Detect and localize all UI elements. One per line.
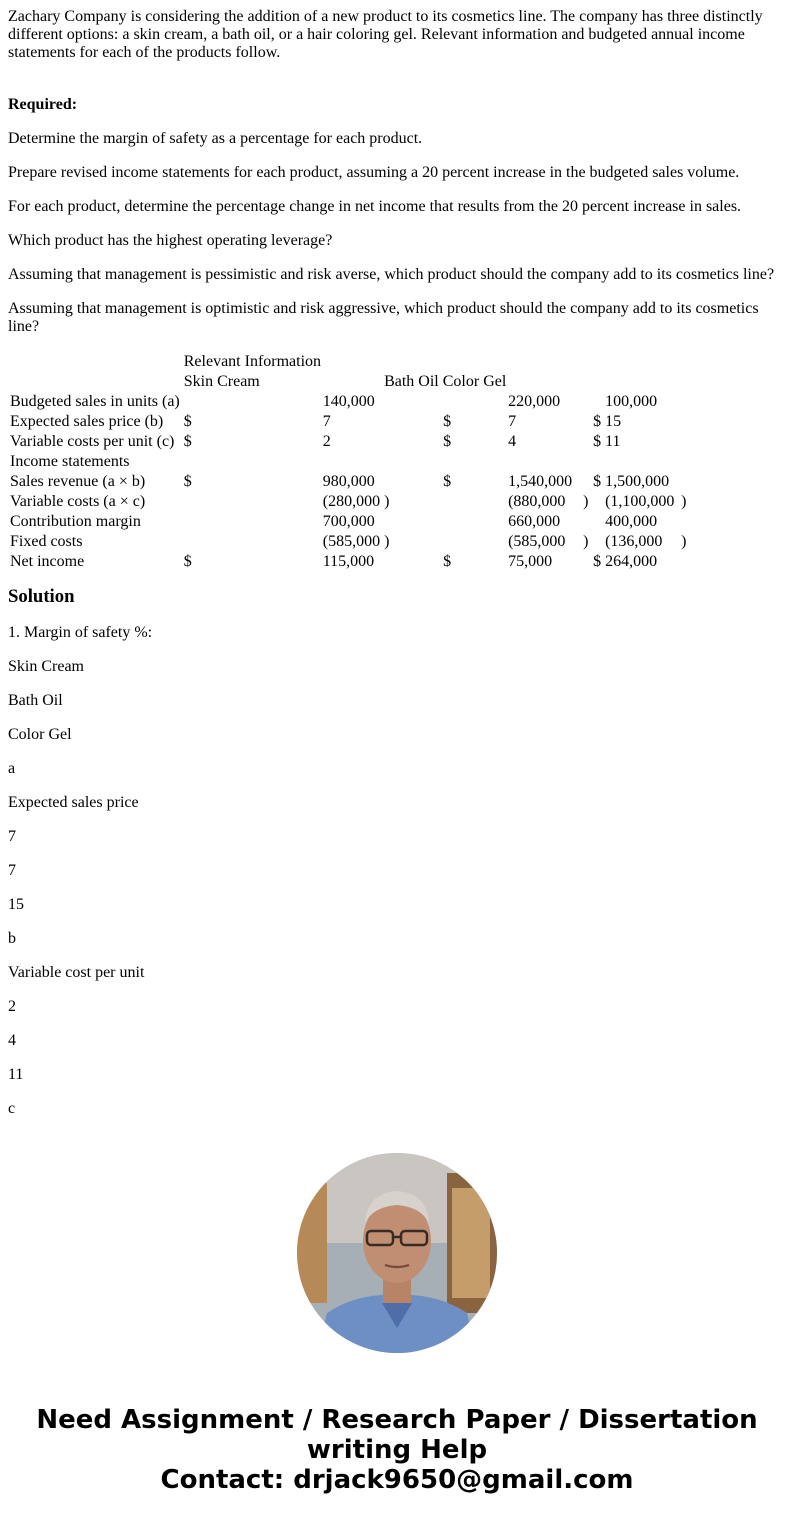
solution-line: a xyxy=(8,760,16,777)
table-cell-v2 xyxy=(506,452,581,472)
table-cell-v3: 100,000 xyxy=(605,393,658,410)
solution-line: 11 xyxy=(8,1066,24,1083)
solution-line: c xyxy=(8,1100,16,1117)
table-cell-v2: (880,000 xyxy=(508,493,566,510)
table-cell-d2: $ xyxy=(443,413,452,430)
table-cell-v2: 1,540,000 xyxy=(508,473,573,490)
author-photo-image xyxy=(297,1153,497,1353)
table-cell-v1 xyxy=(321,452,382,472)
solution-line: 2 xyxy=(8,998,16,1015)
table-row xyxy=(8,472,689,492)
table-row xyxy=(8,452,689,472)
table-header-row xyxy=(8,372,689,392)
table-cell-p2: ) xyxy=(583,533,589,550)
table-cell-label: Contribution margin xyxy=(10,513,141,530)
table-cell-v3: 15 xyxy=(605,413,622,430)
table-cell-p1 xyxy=(382,452,441,472)
table-row xyxy=(8,392,689,412)
table-cell-v2: 660,000 xyxy=(508,513,561,530)
table-cell-label: Variable costs (a × c) xyxy=(10,493,146,510)
solution-line: 7 xyxy=(8,828,16,845)
table-cell-v1: 115,000 xyxy=(322,553,375,570)
table-row xyxy=(8,512,689,532)
table-cell-label: Budgeted sales in units (a) xyxy=(10,393,180,410)
table-cell-d3 xyxy=(591,512,603,532)
table-cell-v3: 400,000 xyxy=(605,513,658,530)
table-cell-d2: $ xyxy=(443,473,452,490)
table-row xyxy=(8,492,689,512)
table-cell-v1: 140,000 xyxy=(322,393,375,410)
table-cell-v3: (1,100,000 xyxy=(605,493,675,510)
table-cell-v3: (136,000 xyxy=(605,533,663,550)
table-cell-v1: (585,000 xyxy=(322,533,381,550)
table-cell-v2: 75,000 xyxy=(508,553,553,570)
question-item: For each product, determine the percentage change in net income that results from the 20 percent increase in sales. xyxy=(8,198,742,215)
question-item: Which product has the highest operating leverage? xyxy=(8,232,333,249)
solution-body xyxy=(8,624,786,1118)
table-cell-label: Fixed costs xyxy=(10,533,83,550)
table-cell-v3: 264,000 xyxy=(605,553,658,570)
table-row xyxy=(8,532,689,552)
table-header-skin-cream: Skin Cream xyxy=(183,373,260,390)
table-cell-d2: $ xyxy=(443,433,452,450)
solution-line: Bath Oil xyxy=(8,692,63,709)
required-heading: Required: xyxy=(8,96,78,113)
solution-line: b xyxy=(8,930,16,947)
table-cell-p1 xyxy=(382,432,441,452)
table-cell-v2: 7 xyxy=(508,413,517,430)
table-header-row xyxy=(8,352,689,372)
table-cell-p3 xyxy=(679,472,689,492)
table-cell-p2: ) xyxy=(583,493,589,510)
table-cell-p1 xyxy=(382,512,441,532)
table-header-relevant-info: Relevant Information xyxy=(183,353,322,370)
table-cell-v3: 11 xyxy=(605,433,621,450)
question-item: Determine the margin of safety as a percentage for each product. xyxy=(8,130,423,147)
author-photo xyxy=(297,1153,497,1353)
promo-text xyxy=(0,1405,794,1495)
table-cell-d3 xyxy=(591,532,603,552)
table-cell-p2 xyxy=(581,392,591,412)
table-row xyxy=(8,412,689,432)
table-cell-d1 xyxy=(182,512,321,532)
intro-paragraph: Zachary Company is considering the addition of a new product to its cosmetics line. The company has three distinctly different options: a skin cream, a bath oil, or a hair coloring gel. Relevant information and budgeted annual income statements for each of the products follow. xyxy=(8,8,763,61)
promo-line: Need Assignment / Research Paper / Dissertation xyxy=(36,1405,758,1435)
table-cell-p2 xyxy=(581,452,591,472)
document-content xyxy=(8,8,786,1122)
relevant-information-table xyxy=(8,352,689,572)
table-cell-d2 xyxy=(441,452,506,472)
table-cell-p3 xyxy=(679,512,689,532)
table-cell-v2: 220,000 xyxy=(508,393,561,410)
table-cell-v1: 2 xyxy=(322,433,331,450)
table-cell-v1: (280,000 xyxy=(322,493,381,510)
table-cell-d1: $ xyxy=(183,473,192,490)
table-cell-p1: ) xyxy=(384,493,390,510)
table-cell-d2 xyxy=(441,512,506,532)
table-cell-d3: $ xyxy=(593,433,602,450)
promo-banner xyxy=(0,1122,794,1523)
solution-line: 7 xyxy=(8,862,16,879)
table-cell-d1: $ xyxy=(183,553,192,570)
table-cell-v2: 4 xyxy=(508,433,517,450)
table-cell-d2 xyxy=(441,392,506,412)
table-row xyxy=(8,552,689,572)
table-cell-p3 xyxy=(679,452,689,472)
question-item: Assuming that management is optimistic and risk aggressive, which product should the company add to its cosmetics line? xyxy=(8,300,759,335)
table-cell-d2: $ xyxy=(443,553,452,570)
table-cell-d3: $ xyxy=(593,473,602,490)
solution-line: 4 xyxy=(8,1032,16,1049)
table-cell-d1: $ xyxy=(183,413,192,430)
solution-line: 1. Margin of safety %: xyxy=(8,624,153,641)
table-cell-p3 xyxy=(679,552,689,572)
table-header-bath-oil-color-gel: Bath Oil Color Gel xyxy=(384,373,507,390)
table-cell-p3 xyxy=(679,432,689,452)
solution-line: Skin Cream xyxy=(8,658,84,675)
solution-line: Expected sales price xyxy=(8,794,139,811)
question-item: Prepare revised income statements for each product, assuming a 20 percent increase in the budgeted sales volume. xyxy=(8,164,740,181)
table-cell-p2 xyxy=(581,432,591,452)
table-cell-v1: 700,000 xyxy=(322,513,375,530)
promo-line: writing Help xyxy=(306,1435,488,1465)
table-cell-d3 xyxy=(591,392,603,412)
solution-line: Variable cost per unit xyxy=(8,964,145,981)
table-cell-d1 xyxy=(182,532,321,552)
table-cell-label: Net income xyxy=(10,553,85,570)
promo-contact: Contact: drjack9650@gmail.com xyxy=(160,1465,634,1495)
table-cell-p1: ) xyxy=(384,533,390,550)
table-cell-d1: $ xyxy=(183,433,192,450)
table-cell-p1 xyxy=(382,472,441,492)
table-cell-v2: (585,000 xyxy=(508,533,566,550)
table-cell-p3: ) xyxy=(681,493,687,510)
table-cell-d2 xyxy=(441,492,506,512)
table-cell-p3 xyxy=(679,412,689,432)
table-cell-p3: ) xyxy=(681,533,687,550)
table-cell-label: Expected sales price (b) xyxy=(10,413,164,430)
table-cell-label: Variable costs per unit (c) xyxy=(10,433,175,450)
table-cell-p2 xyxy=(581,472,591,492)
table-cell-v3 xyxy=(603,452,679,472)
table-cell-p2 xyxy=(581,552,591,572)
solution-heading: Solution xyxy=(8,586,75,607)
table-cell-p2 xyxy=(581,412,591,432)
table-cell-p1 xyxy=(382,412,441,432)
table-cell-d3: $ xyxy=(593,413,602,430)
table-cell-p1 xyxy=(382,552,441,572)
table-row xyxy=(8,432,689,452)
table-cell-d3: $ xyxy=(593,553,602,570)
table-cell-p3 xyxy=(679,392,689,412)
table-cell-label: Sales revenue (a × b) xyxy=(10,473,146,490)
table-cell-d1 xyxy=(182,392,321,412)
table-cell-d1 xyxy=(182,452,321,472)
solution-line: 15 xyxy=(8,896,24,913)
table-cell-p1 xyxy=(382,392,441,412)
solution-line: Color Gel xyxy=(8,726,72,743)
table-cell-v1: 980,000 xyxy=(322,473,375,490)
table-cell-d2 xyxy=(441,532,506,552)
question-item: Assuming that management is pessimistic and risk averse, which product should the company add to its cosmetics line? xyxy=(8,266,775,283)
table-cell-label: Income statements xyxy=(10,453,130,470)
table-cell-v3: 1,500,000 xyxy=(605,473,670,490)
table-cell-d3 xyxy=(591,452,603,472)
table-cell-v1: 7 xyxy=(322,413,331,430)
table-cell-d1 xyxy=(182,492,321,512)
table-cell-d3 xyxy=(591,492,603,512)
table-cell-p2 xyxy=(581,512,591,532)
